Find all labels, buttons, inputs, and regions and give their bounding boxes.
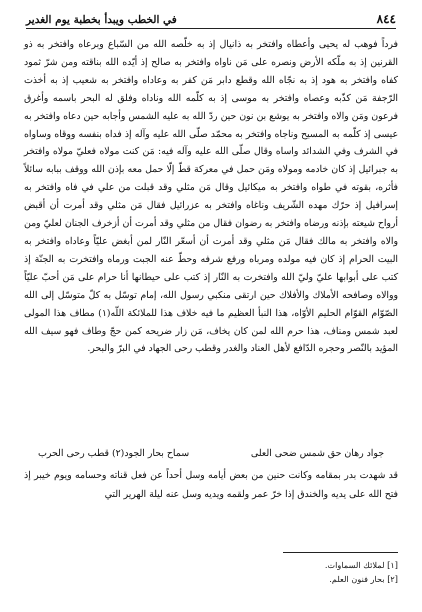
poetry-verse [24, 445, 398, 463]
paragraph-text: قد شهدت بدر بمقامه وكانت حنين من بعض أيامه وسل أحداً عن فعل قناته وحسامه ويوم خيبر إذ فتح الله على يديه والخندق إذا خرّ عمر ولقمه ويديه وسل عنه ليلة الهرير التي [24, 470, 398, 500]
footnote-divider [283, 552, 398, 553]
verse-first-hemistich: جواد رهان حق شمس ضحى العلى [250, 448, 384, 459]
page-header [26, 10, 396, 29]
second-paragraph [24, 467, 398, 504]
footnotes [198, 558, 398, 586]
paragraph-text: فرداً فوهب له يحيى وأعطاه وافتخر به ذانيال إذ به خلّصه الله من السّباع وبرعاه وافتخر به ذو القرنين إذ به ملّكه الأرض ونصره على مَن ناواه وافتخر به صالح إذ أيّده الله بناقته ومن شرّ ثمود كفاه وافتخر به هود إذ به نجّاه الله وقطع دابر مَن كفر به وعاداه وافتخر به شعيب إذ به أخذت الرّجفة مَن كذّبه وعصاه وافتخر به موسى إذ به كلّمه الله وناداه وفلق له البحر باسمه وأغرق فرعون ومَن والاه وافتخر به يوشع بن نون حين ردّ الله به عليه الشمس وأجابه حين دعاه وافتخر به عيسى إذ كلّمه به المسيح وناجاه وافتخر به محمّد صلّى الله عليه وآله إذ فداه بنفسه ووقاه وساواه في الشرف وفي الشدائد واساه وقال صلّى الله عليه وآله فيه: مَن كنت مولاه فعليّ مولاه وافتخر به جبرائيل إذ كان خادمه ومولاه ومَن حمل في معركة قطّ إلّا حمل معه بإذن الله ووقف ببابه سائلاً فأثره، بقوته في طواه وافتخر به ميكائيل وقال مَن مثلي وقد قبلت من علي في فاه وافتخر به إسرافيل إذ حرّك مهده الشّريف وناغاه وافتخر به عزرائيل فقال مَن مثلي وقد أمرت أن أقبض أرواح شيعته بإذنه ورضاه وافتخر به رضوان فقال من مثلي وقد أمرت أن أزخرف الجنان لعليّ ومن والاه وافتخر به مالك فقال مَن مثلي وقد أمرت أن أسعّر النّار لمن أبغض عليّاً وعاداه وافتخر به البيت الحرام إذ كان فيه مولده ومرباه ورفع شرفه وحطّ عنه الجبت ورماه وافتخرت به الجنّة إذ كتب على أبوابها عليّ وليّ الله وافتخرت به النّار إذ كتب على حيطانها أنا حرام على مَن أحبّ عليّاً ووالاه وصافحه الأملاك والأفلاك حين ارتقى منكبي رسول الله، إمام توسّل به كلّ متوسّل إلى الله الصّوّام القوّام الحليم الأوّاه، هذا النبأ العظيم ما فيه خلاف هذا للملائكة اللّه(١) مطاف هذا المولى لعبد شمس ومناف، هذا حرم الله لمن كان يخاف، مَن زار ضريحه كمن حجّ وطاف فهو سيف الله المؤيد بالنّصر وحجره الدّافع لأهل العناد والغدر وقطب رحى الجهاد في البرّ والبحر. [24, 39, 399, 355]
footnote-1: [١] لملائك السماوات. [324, 560, 398, 570]
main-paragraph [24, 36, 398, 358]
running-title: في الخطب ويبدأ بخطبة يوم الغدير [26, 14, 177, 26]
footnote-2: [٢] بحار فنون العلم. [329, 574, 398, 584]
verse-second-hemistich: سماح بحار الجود(٢) قطب رحى الحرب [38, 448, 190, 459]
page-number: ٨٤٤ [376, 12, 396, 26]
